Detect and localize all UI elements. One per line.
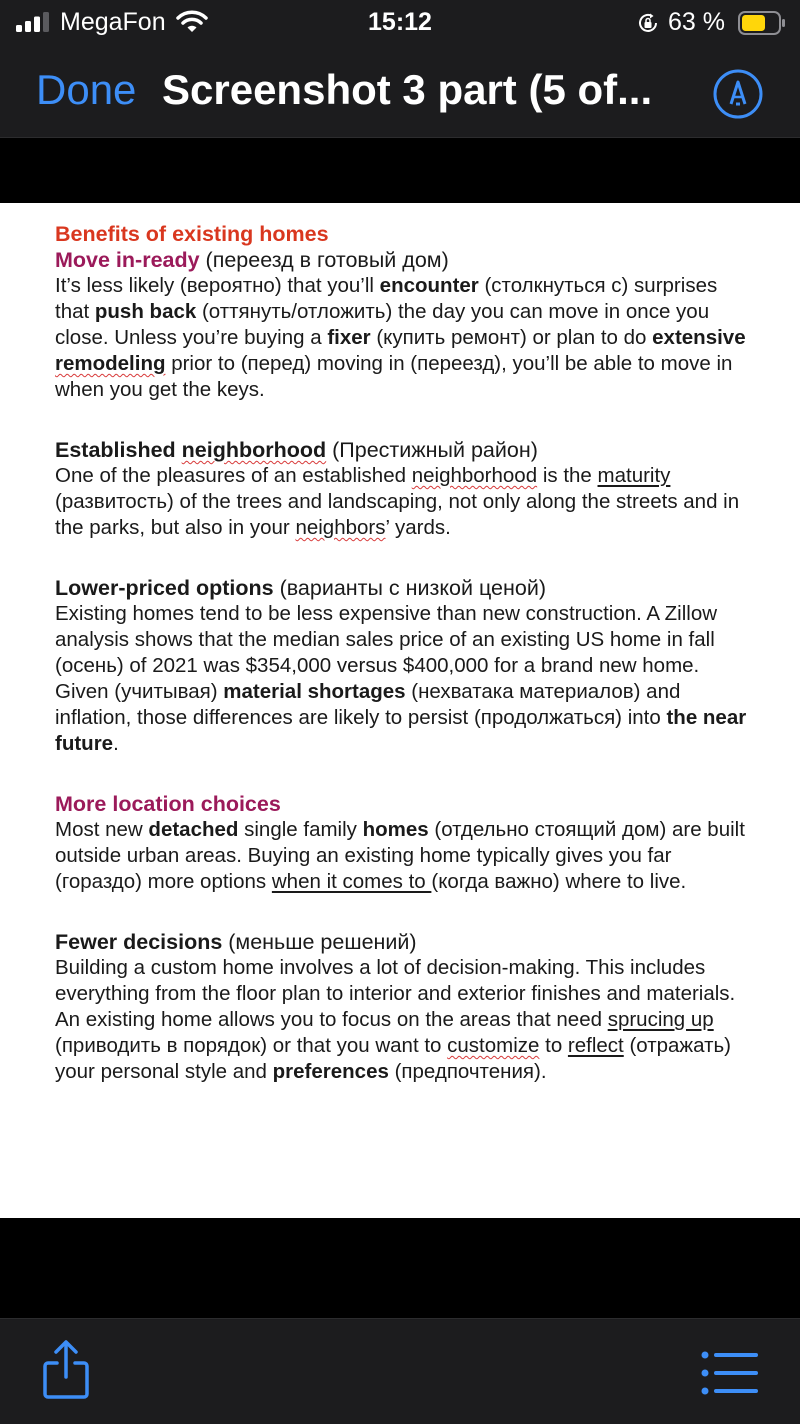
term: extensive <box>652 326 746 349</box>
underlined-word: maturity <box>597 464 671 487</box>
text: One of the pleasures of an established <box>55 464 412 487</box>
text: (нехватака материалов) and inflation, those differences are likely to persist (продолжаться) into <box>55 680 681 729</box>
text: ’ yards. <box>385 516 451 539</box>
section-location-choices-body <box>55 817 755 895</box>
section-move-in-ready-body <box>55 273 755 403</box>
list-icon[interactable] <box>700 1349 760 1397</box>
term: material shortages <box>223 680 406 703</box>
text: (оттянуть/отложить) the day you can move in once you close. Unless you’re buying a <box>55 300 710 349</box>
text: single family <box>238 818 363 841</box>
carrier-name: MegaFon <box>60 8 166 36</box>
text: (столкнуться с) surprises that <box>55 274 718 323</box>
section-location-choices-title: More location choices <box>55 792 281 816</box>
text: to <box>539 1034 568 1057</box>
document-heading: Benefits of existing homes <box>55 222 329 246</box>
term: the near future <box>55 706 747 755</box>
text: It’s less likely (вероятно) that you’ll <box>55 274 380 297</box>
section-lower-priced-title <box>55 575 755 601</box>
underlined-phrase: sprucing up <box>607 1008 714 1031</box>
bottom-toolbar <box>0 1318 800 1424</box>
battery-icon <box>738 11 786 35</box>
term: preferences <box>272 1060 389 1083</box>
text: is the <box>537 464 598 487</box>
text: (когда важно) where to live. <box>431 870 687 893</box>
term: Established <box>55 438 182 462</box>
term: fixer <box>327 326 371 349</box>
translation: (переезд в готовый дом) <box>199 248 449 272</box>
section-fewer-decisions-title <box>55 929 755 955</box>
text: . <box>113 732 119 755</box>
markup-pen-icon[interactable] <box>712 68 764 120</box>
term: Move in-ready <box>55 248 200 272</box>
translation: (Престижный район) <box>326 438 538 462</box>
text: (отражать) your personal style and <box>55 1034 731 1083</box>
section-fewer-decisions-body <box>55 955 755 1085</box>
done-button[interactable]: Done <box>36 66 137 113</box>
misspelled-term: remodeling <box>55 352 166 375</box>
misspelled-word: neighbors <box>295 516 386 539</box>
orientation-lock-icon <box>636 11 660 35</box>
text: Most new <box>55 818 149 841</box>
text: (предпочтения). <box>388 1060 547 1083</box>
section-move-in-ready-title <box>55 247 755 273</box>
section-established-neighborhood-title <box>55 437 755 463</box>
text: Building a custom home involves a lot of decision-making. This includes everything from the floor plan to interior and exterior finishes and materials. An existing home allows you to focus on the areas that need <box>55 956 736 1031</box>
document-title: Screenshot 3 part (5 of... <box>162 66 653 113</box>
text: Existing homes tend to be less expensive than new construction. A Zillow analysis shows that the median sales price of an existing US home in fall (осень) of 2021 was $354,000 versus $400,000 for a brand new home. Given (учитывая) <box>55 602 718 703</box>
term: Fewer decisions <box>55 930 223 954</box>
underlined-word: reflect <box>567 1034 624 1057</box>
term: Lower-priced options <box>55 576 274 600</box>
share-icon[interactable] <box>40 1339 92 1401</box>
section-lower-priced-body <box>55 601 755 757</box>
underlined-phrase: when it comes to <box>271 870 432 893</box>
status-bar <box>0 0 800 48</box>
text: (приводить в порядок) or that you want to <box>55 1034 448 1057</box>
term: encounter <box>379 274 479 297</box>
clock: 15:12 <box>368 8 432 36</box>
misspelled-word: customize <box>447 1034 540 1057</box>
term: homes <box>362 818 429 841</box>
text: prior to (перед) moving in (переезд), you’ll be able to move in when you get the keys. <box>55 352 733 401</box>
translation: (меньше решений) <box>222 930 417 954</box>
misspelled-term: neighborhood <box>181 438 327 462</box>
misspelled-word: neighborhood <box>411 464 538 487</box>
text: (развитость) of the trees and landscaping, not only along the streets and in the parks, but also in your <box>55 490 740 539</box>
term: detached <box>148 818 239 841</box>
translation: (варианты с низкой ценой) <box>273 576 547 600</box>
text: (купить ремонт) or plan to do <box>370 326 653 349</box>
term: push back <box>94 300 197 323</box>
document-content <box>55 221 755 1119</box>
battery-percent: 63 % <box>668 8 725 36</box>
text: (отдельно стоящий дом) are built outside urban areas. Buying an existing home typically gives you far (гораздо) more options <box>55 818 745 893</box>
navigation-bar <box>0 48 800 138</box>
section-established-neighborhood-body <box>55 463 755 541</box>
document-page <box>0 203 800 1218</box>
